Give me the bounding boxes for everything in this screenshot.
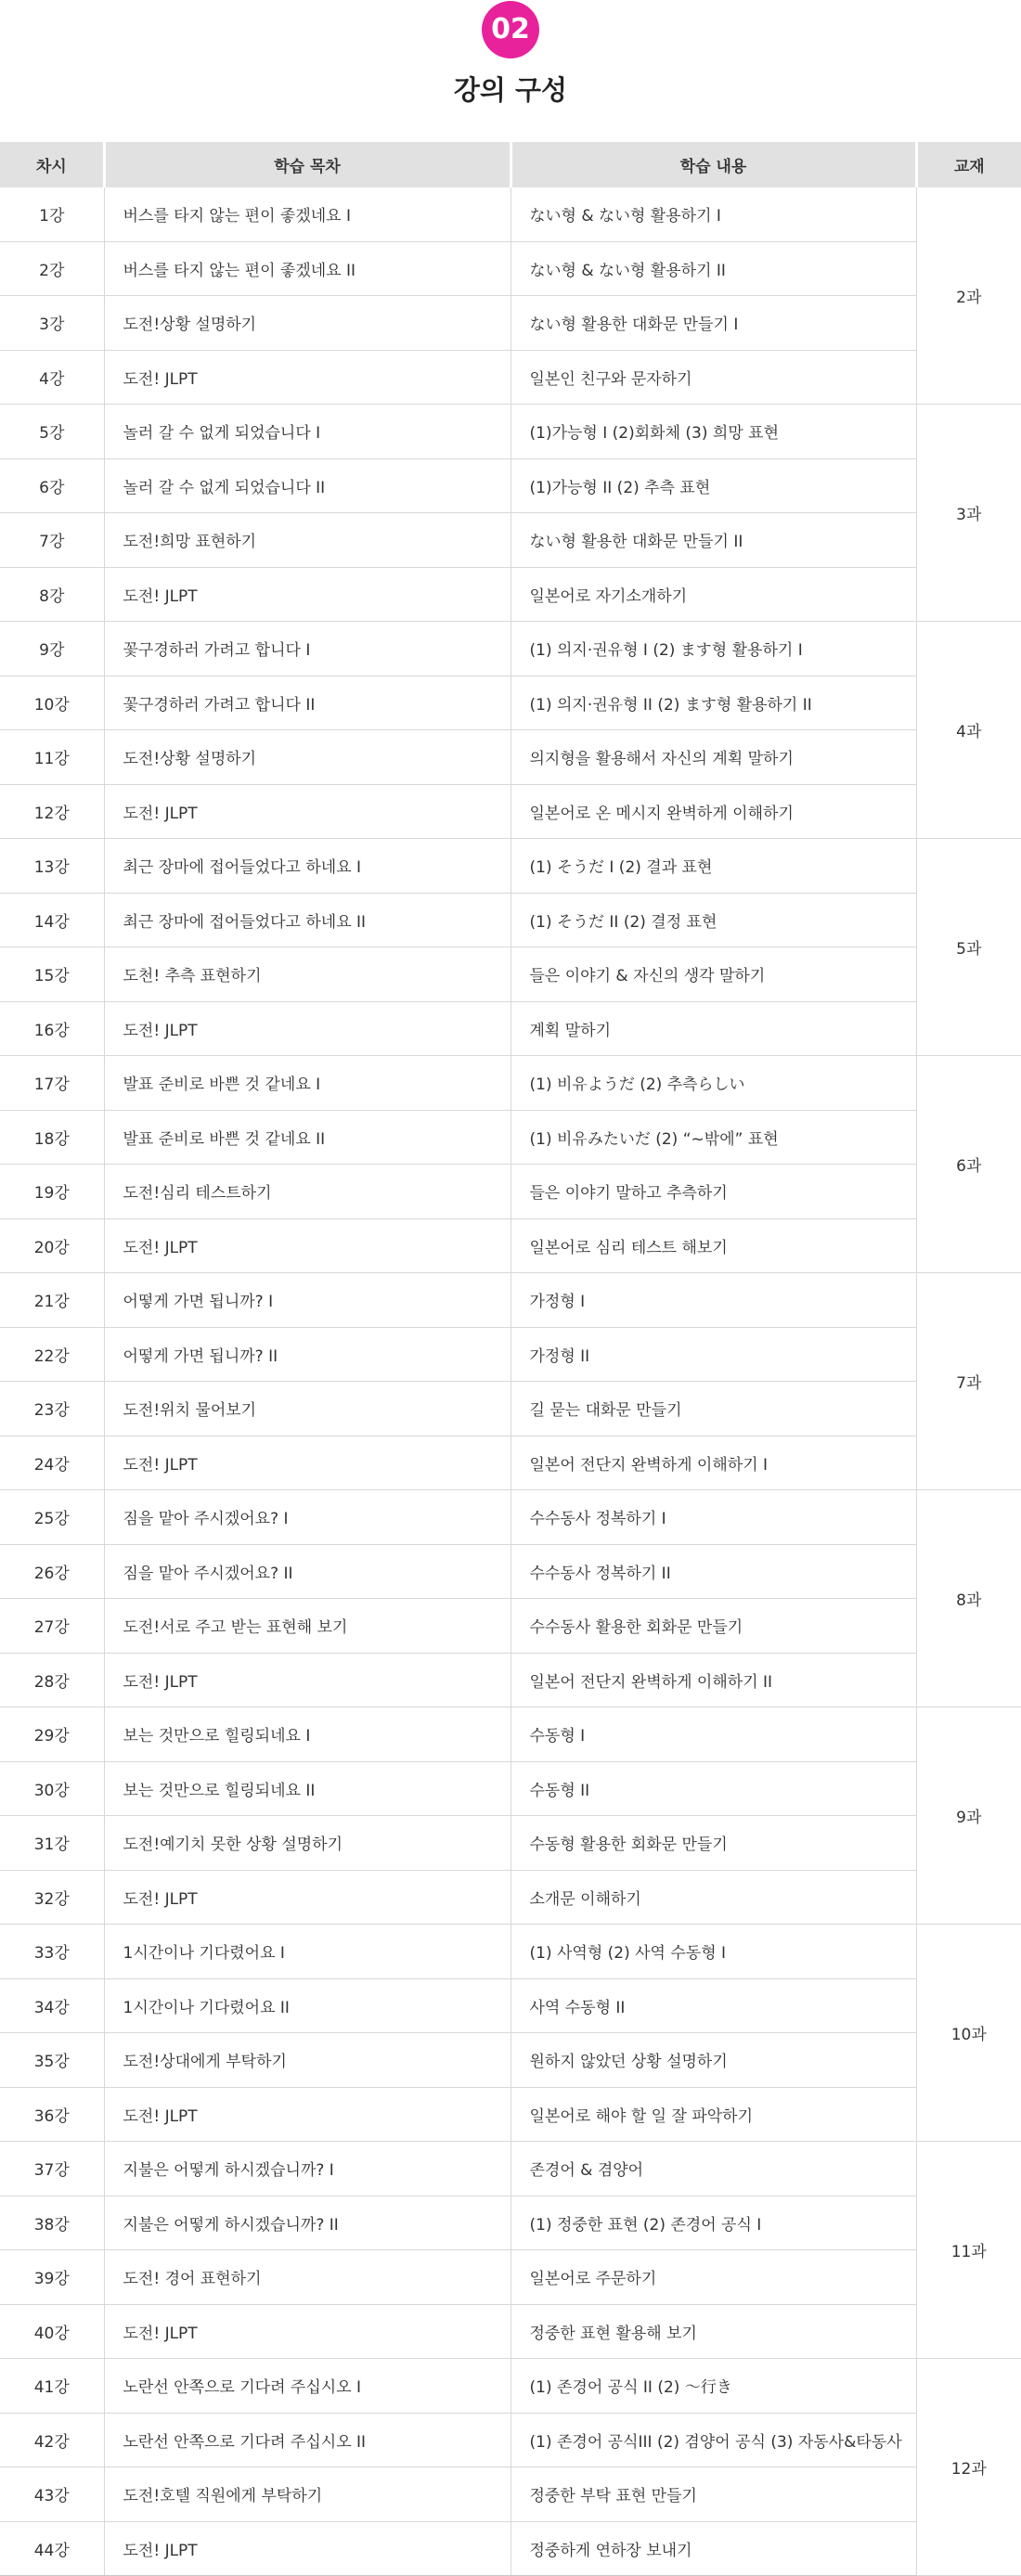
table-row — [0, 784, 1021, 839]
content-cell: (1) 존경어 공식III (2) 겸양어 공식 (3) 자동사&타동사 — [510, 2413, 916, 2467]
table-row — [0, 839, 1021, 894]
table-row — [0, 2033, 1021, 2088]
table-row — [0, 458, 1021, 513]
session-number-cell: 28강 — [0, 1653, 104, 1707]
content-cell: 수동형 활용한 회화문 만들기 — [510, 1816, 916, 1871]
topic-cell: 도전! JLPT — [104, 1653, 510, 1707]
book-cell: 5과 — [916, 839, 1021, 1056]
header-session: 차시 — [0, 142, 104, 187]
topic-cell: 보는 것만으로 힐링되네요 I — [104, 1707, 510, 1762]
content-cell: 일본인 친구와 문자하기 — [510, 350, 916, 405]
table-row — [0, 1001, 1021, 1056]
session-number-cell: 40강 — [0, 2304, 104, 2359]
content-cell: 일본어로 온 메시지 완벽하게 이해하기 — [510, 784, 916, 839]
content-cell: 존경어 & 겸양어 — [510, 2142, 916, 2196]
session-number-cell: 16강 — [0, 1001, 104, 1056]
table-row — [0, 187, 1021, 241]
table-row — [0, 1925, 1021, 1979]
topic-cell: 도전! JLPT — [104, 567, 510, 622]
table-row — [0, 2413, 1021, 2467]
topic-cell: 도전! JLPT — [104, 1218, 510, 1273]
topic-cell: 도전! JLPT — [104, 2521, 510, 2576]
header-book: 교재 — [916, 142, 1021, 187]
session-number-cell: 32강 — [0, 1870, 104, 1925]
session-number-cell: 44강 — [0, 2521, 104, 2576]
content-cell: (1)가능형 II (2) 추측 표현 — [510, 458, 916, 513]
content-cell: 계획 말하기 — [510, 1001, 916, 1056]
topic-cell: 1시간이나 기다렸어요 II — [104, 1978, 510, 2033]
session-number-cell: 10강 — [0, 676, 104, 730]
topic-cell: 도전! JLPT — [104, 1436, 510, 1490]
content-cell: 사역 수동형 II — [510, 1978, 916, 2033]
section-header — [0, 0, 1021, 141]
content-cell: (1) 존경어 공식 II (2) ～行き — [510, 2359, 916, 2414]
topic-cell: 도전!심리 테스트하기 — [104, 1165, 510, 1219]
topic-cell: 짐을 맡아 주시겠어요? II — [104, 1544, 510, 1599]
session-number-cell: 41강 — [0, 2359, 104, 2414]
topic-cell: 최근 장마에 접어들었다고 하네요 II — [104, 893, 510, 947]
book-cell: 8과 — [916, 1490, 1021, 1707]
topic-cell: 도전! 경어 표현하기 — [104, 2250, 510, 2305]
topic-cell: 도전! JLPT — [104, 350, 510, 405]
table-row — [0, 2250, 1021, 2305]
table-row — [0, 1110, 1021, 1165]
session-number-cell: 23강 — [0, 1382, 104, 1436]
topic-cell: 어떻게 가면 됩니까? I — [104, 1273, 510, 1328]
table-row — [0, 1056, 1021, 1111]
table-row — [0, 2196, 1021, 2250]
topic-cell: 놀러 갈 수 없게 되었습니다 II — [104, 458, 510, 513]
topic-cell: 도전!예기치 못한 상황 설명하기 — [104, 1816, 510, 1871]
topic-cell: 도전! JLPT — [104, 784, 510, 839]
topic-cell: 지불은 어떻게 하시겠습니까? II — [104, 2196, 510, 2250]
content-cell: (1) 사역형 (2) 사역 수동형 I — [510, 1925, 916, 1979]
session-number-cell: 21강 — [0, 1273, 104, 1328]
book-cell: 11과 — [916, 2142, 1021, 2359]
table-row — [0, 2521, 1021, 2576]
table-row — [0, 1490, 1021, 1545]
content-cell: (1) 정중한 표현 (2) 존경어 공식 I — [510, 2196, 916, 2250]
table-row — [0, 1218, 1021, 1273]
content-cell: (1) 비유みたいだ (2) “~밖에” 표현 — [510, 1110, 916, 1165]
session-number-cell: 17강 — [0, 1056, 104, 1111]
table-row — [0, 241, 1021, 296]
session-number-cell: 30강 — [0, 1761, 104, 1816]
topic-cell: 짐을 맡아 주시겠어요? I — [104, 1490, 510, 1545]
session-number-cell: 18강 — [0, 1110, 104, 1165]
session-number-cell: 34강 — [0, 1978, 104, 2033]
content-cell: 수동형 I — [510, 1707, 916, 1762]
session-number-cell: 2강 — [0, 241, 104, 296]
content-cell: ない형 활용한 대화문 만들기 I — [510, 296, 916, 351]
session-number-cell: 39강 — [0, 2250, 104, 2305]
table-row — [0, 1653, 1021, 1707]
table-row — [0, 1978, 1021, 2033]
book-cell: 7과 — [916, 1273, 1021, 1490]
table-row — [0, 2467, 1021, 2522]
table-row — [0, 676, 1021, 730]
content-cell: 일본어로 해야 할 일 잘 파악하기 — [510, 2087, 916, 2142]
session-number-cell: 3강 — [0, 296, 104, 351]
section-title: 강의 구성 — [453, 74, 568, 106]
table-row — [0, 893, 1021, 947]
session-number-cell: 8강 — [0, 567, 104, 622]
content-cell: 가정형 I — [510, 1273, 916, 1328]
table-row — [0, 1761, 1021, 1816]
header-topic: 학습 목차 — [104, 142, 510, 187]
table-row — [0, 1544, 1021, 1599]
table-row — [0, 350, 1021, 405]
content-cell: (1)가능형 I (2)회화체 (3) 희망 표현 — [510, 405, 916, 459]
session-number-cell: 22강 — [0, 1327, 104, 1382]
table-body — [0, 187, 1021, 2576]
session-number-cell: 9강 — [0, 622, 104, 676]
session-number-cell: 25강 — [0, 1490, 104, 1545]
table-row — [0, 1382, 1021, 1436]
content-cell: (1) そうだ I (2) 결과 표현 — [510, 839, 916, 894]
session-number-cell: 13강 — [0, 839, 104, 894]
topic-cell: 놀러 갈 수 없게 되었습니다 I — [104, 405, 510, 459]
session-number-cell: 12강 — [0, 784, 104, 839]
table-row — [0, 1165, 1021, 1219]
topic-cell: 도전!서로 주고 받는 표현해 보기 — [104, 1599, 510, 1654]
topic-cell: 도전!상황 설명하기 — [104, 296, 510, 351]
book-cell: 6과 — [916, 1056, 1021, 1273]
table-row — [0, 513, 1021, 568]
table-row — [0, 1273, 1021, 1328]
session-number-cell: 43강 — [0, 2467, 104, 2522]
session-number-cell: 26강 — [0, 1544, 104, 1599]
book-cell: 12과 — [916, 2359, 1021, 2576]
content-cell: 일본어로 심리 테스트 해보기 — [510, 1218, 916, 1273]
table-row — [0, 567, 1021, 622]
topic-cell: 지불은 어떻게 하시겠습니까? I — [104, 2142, 510, 2196]
topic-cell: 도전!상대에게 부탁하기 — [104, 2033, 510, 2088]
content-cell: 수동형 II — [510, 1761, 916, 1816]
table-row — [0, 2304, 1021, 2359]
topic-cell: 도전! JLPT — [104, 1001, 510, 1056]
session-number-cell: 36강 — [0, 2087, 104, 2142]
content-cell: ない형 활용한 대화문 만들기 II — [510, 513, 916, 568]
topic-cell: 도전! JLPT — [104, 2087, 510, 2142]
content-cell: 들은 이야기 말하고 추측하기 — [510, 1165, 916, 1219]
session-number-cell: 38강 — [0, 2196, 104, 2250]
topic-cell: 도전!희망 표현하기 — [104, 513, 510, 568]
content-cell: 일본어로 주문하기 — [510, 2250, 916, 2305]
session-number-cell: 20강 — [0, 1218, 104, 1273]
content-cell: 의지형을 활용해서 자신의 계획 말하기 — [510, 730, 916, 785]
table-row — [0, 1327, 1021, 1382]
content-cell: 일본어 전단지 완벽하게 이해하기 I — [510, 1436, 916, 1490]
header-content: 학습 내용 — [510, 142, 916, 187]
table-row — [0, 1436, 1021, 1490]
session-number-cell: 37강 — [0, 2142, 104, 2196]
content-cell: 소개문 이해하기 — [510, 1870, 916, 1925]
curriculum-table — [0, 142, 1021, 2576]
topic-cell: 꽃구경하러 가려고 합니다 II — [104, 676, 510, 730]
content-cell: 정중하게 연하장 보내기 — [510, 2521, 916, 2576]
topic-cell: 도전!위치 물어보기 — [104, 1382, 510, 1436]
topic-cell: 도전!상황 설명하기 — [104, 730, 510, 785]
session-number-cell: 14강 — [0, 893, 104, 947]
content-cell: 길 묻는 대화문 만들기 — [510, 1382, 916, 1436]
content-cell: 원하지 않았던 상황 설명하기 — [510, 2033, 916, 2088]
content-cell: 정중한 부탁 표현 만들기 — [510, 2467, 916, 2522]
session-number-cell: 1강 — [0, 187, 104, 241]
table-row — [0, 1599, 1021, 1654]
topic-cell: 버스를 타지 않는 편이 좋겠네요 II — [104, 241, 510, 296]
session-number-cell: 19강 — [0, 1165, 104, 1219]
session-number-cell: 24강 — [0, 1436, 104, 1490]
table-row — [0, 622, 1021, 676]
session-number-cell: 31강 — [0, 1816, 104, 1871]
table-row — [0, 2359, 1021, 2414]
content-cell: 들은 이야기 & 자신의 생각 말하기 — [510, 947, 916, 1002]
book-cell: 2과 — [916, 187, 1021, 405]
topic-cell: 어떻게 가면 됩니까? II — [104, 1327, 510, 1382]
content-cell: (1) そうだ II (2) 결정 표현 — [510, 893, 916, 947]
topic-cell: 1시간이나 기다렸어요 I — [104, 1925, 510, 1979]
topic-cell: 도천! 추측 표현하기 — [104, 947, 510, 1002]
session-number-cell: 35강 — [0, 2033, 104, 2088]
topic-cell: 꽃구경하러 가려고 합니다 I — [104, 622, 510, 676]
book-cell: 4과 — [916, 622, 1021, 839]
table-row — [0, 947, 1021, 1002]
content-cell: (1) 의지·권유형 II (2) ます형 활용하기 II — [510, 676, 916, 730]
topic-cell: 노란선 안쪽으로 기다려 주십시오 II — [104, 2413, 510, 2467]
topic-cell: 도전!호텔 직원에게 부탁하기 — [104, 2467, 510, 2522]
table-row — [0, 1870, 1021, 1925]
topic-cell: 노란선 안쪽으로 기다려 주십시오 I — [104, 2359, 510, 2414]
table-header-row — [0, 142, 1021, 187]
content-cell: 일본어로 자기소개하기 — [510, 567, 916, 622]
topic-cell: 최근 장마에 접어들었다고 하네요 I — [104, 839, 510, 894]
table-row — [0, 1707, 1021, 1762]
table-row — [0, 405, 1021, 459]
topic-cell: 보는 것만으로 힐링되네요 II — [104, 1761, 510, 1816]
content-cell: 가정형 II — [510, 1327, 916, 1382]
session-number-cell: 15강 — [0, 947, 104, 1002]
content-cell: ない형 & ない형 활용하기 I — [510, 187, 916, 241]
table-row — [0, 296, 1021, 351]
session-number-cell: 27강 — [0, 1599, 104, 1654]
session-number-cell: 6강 — [0, 458, 104, 513]
topic-cell: 도전! JLPT — [104, 2304, 510, 2359]
content-cell: 수수동사 정복하기 I — [510, 1490, 916, 1545]
book-cell: 10과 — [916, 1925, 1021, 2142]
table-row — [0, 2142, 1021, 2196]
content-cell: 정중한 표현 활용해 보기 — [510, 2304, 916, 2359]
topic-cell: 발표 준비로 바쁜 것 같네요 II — [104, 1110, 510, 1165]
session-number-cell: 42강 — [0, 2413, 104, 2467]
section-number-badge: 02 — [482, 1, 539, 58]
content-cell: (1) 의지·권유형 I (2) ます형 활용하기 I — [510, 622, 916, 676]
content-cell: 수수동사 정복하기 II — [510, 1544, 916, 1599]
session-number-cell: 7강 — [0, 513, 104, 568]
table-row — [0, 730, 1021, 785]
table-row — [0, 1816, 1021, 1871]
topic-cell: 발표 준비로 바쁜 것 같네요 I — [104, 1056, 510, 1111]
table-row — [0, 2087, 1021, 2142]
session-number-cell: 5강 — [0, 405, 104, 459]
session-number-cell: 4강 — [0, 350, 104, 405]
book-cell: 9과 — [916, 1707, 1021, 1925]
topic-cell: 도전! JLPT — [104, 1870, 510, 1925]
topic-cell: 버스를 타지 않는 편이 좋겠네요 I — [104, 187, 510, 241]
session-number-cell: 29강 — [0, 1707, 104, 1762]
session-number-cell: 11강 — [0, 730, 104, 785]
session-number-cell: 33강 — [0, 1925, 104, 1979]
content-cell: 일본어 전단지 완벽하게 이해하기 II — [510, 1653, 916, 1707]
content-cell: (1) 비유ようだ (2) 추측らしい — [510, 1056, 916, 1111]
content-cell: 수수동사 활용한 회화문 만들기 — [510, 1599, 916, 1654]
content-cell: ない형 & ない형 활용하기 II — [510, 241, 916, 296]
book-cell: 3과 — [916, 405, 1021, 622]
